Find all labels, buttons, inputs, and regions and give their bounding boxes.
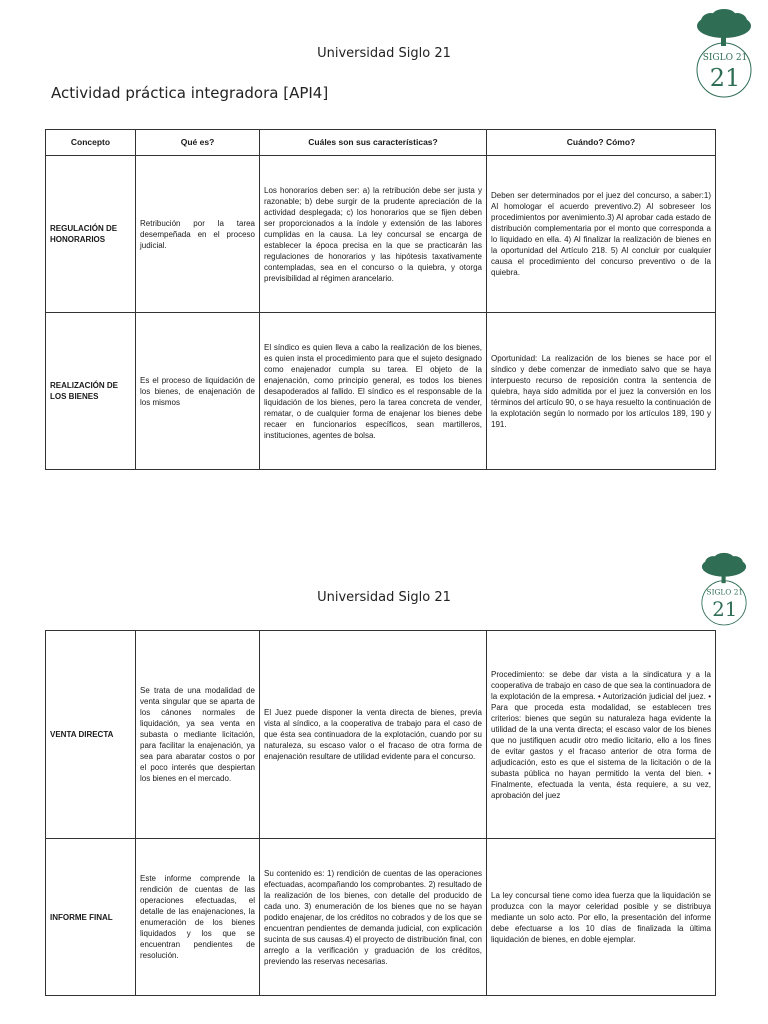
row-caracteristicas: El síndico es quien lleva a cabo la realización de los bienes, es quien insta el procedimiento para que el sujeto designado como enajenador cumpla su tarea. El objeto de la enajenación, como principio general, es todos los bienes desapoderados al fallido. El síndico es el responsable de la liquidación de los bienes, pero la tarea concreta de vender, rematar, o de cualquier forma de enajenar los bienes debe recaer en funcionarios específicos, sean martilleros, instituciones, agentes de bolsa.: [260, 313, 487, 470]
row-caracteristicas: Los honorarios deben ser: a) la retribución debe ser justa y razonable; b) debe surgir de la prudente apreciación de la actividad desplegada; c) los honorarios que se fijen deben ser proporcionados a la índole y extensión de las labores cumplidas en la causa. La ley concursal se encarga de establecer la época precisa en la que se practicarán las regulaciones de honorarios y las hipótesis taxativamente contempladas, sea en el concurso o la quiebra, y otorga previsibilidad al régimen arancelario.: [260, 156, 487, 313]
col-header-que-es: Qué es?: [136, 130, 260, 156]
table-row: [46, 313, 716, 470]
svg-text:21: 21: [712, 597, 738, 621]
university-title: Universidad Siglo 21: [317, 46, 451, 61]
concept-table-1: [45, 129, 716, 470]
page-1: [0, 0, 768, 500]
col-header-caracteristicas: Cuáles son sus características?: [260, 130, 487, 156]
col-header-cuando: Cuándo? Cómo?: [487, 130, 716, 156]
row-que-es: Este informe comprende la rendición de cuentas de las operaciones efectuadas, el detalle de las enajenaciones, la enumeración de los bienes liquidados y los que se encuentran pendientes de resolución.: [136, 839, 260, 996]
logo-text: SIGLO 21: [706, 587, 744, 597]
row-cuando: Procedimiento: se debe dar vista a la sindicatura y a la cooperativa de trabajo en caso de que sea la continuadora de la explotación de la empresa. • Autorización judicial del juez. • Para que proceda esta modalidad, se establecen tres criterios: bienes que según su naturaleza haga evidente la utilidad de la una venta directa; el escaso valor de los bienes que no justifiquen acudir otro medio licitario, ello a los fines de evitar gastos y el fracaso anterior de otra forma de adjudicación, esto es que el sistema de la licitación o de la subasta pública no hayan permitido la venta del bien. • Finalmente, efectuada la venta, ésta requiere, a su vez, aprobación del juez: [487, 631, 716, 839]
university-title: Universidad Siglo 21: [317, 590, 451, 605]
row-cuando: Oportunidad: La realización de los bienes se hace por el síndico y debe comenzar de inmediato salvo que se haya interpuesto recurso de reposición contra la sentencia de quiebra, haya sido admitida por el juez la conversión en los términos del artículo 90, o se haya resuelto la continuación de la explotación según lo normado por los artículos 189, 190 y 191.: [487, 313, 716, 470]
concept-table-2: [45, 630, 716, 996]
row-caracteristicas: Su contenido es: 1) rendición de cuentas de las operaciones efectuadas, acompañando los comprobantes. 2) resultado de la realización de los bienes, con detalle del producido de cada uno. 3) enumeración de los bienes que no se hayan podido enajenar, de los créditos no cobrados y de los que se encuentran pendientes de demanda judicial, con explicación sucinta de sus causas.4) el proyecto de distribución final, con arreglo a la verificación y graduación de los créditos, previendo las reservas necesarias.: [260, 839, 487, 996]
row-cuando: La ley concursal tiene como idea fuerza que la liquidación se produzca con la mayor celeridad posible y se distribuya mediante un solo acto. Por ello, la presentación del informe debe efectuarse a los 10 días de finalizada la última liquidación de bienes, en doble ejemplar.: [487, 839, 716, 996]
university-logo-icon: [695, 552, 753, 634]
row-concept: REGULACIÓN DE HONORARIOS: [46, 156, 136, 313]
table-header-row: [46, 130, 716, 156]
row-que-es: Se trata de una modalidad de venta singular que se aparta de los cánones normales de liquidación, ya sea venta en subasta o mediante licitación, para facilitar la enajenación, ya sea para abaratar costos o por el poco interés que despiertan los bienes en el mercado.: [136, 631, 260, 839]
table-row: [46, 156, 716, 313]
page-2: [0, 510, 768, 1024]
row-cuando: Deben ser determinados por el juez del concurso, a saber:1) Al homologar el acuerdo preventivo.2) Al sobreseer los procedimientos por avenimiento.3) Al aprobar cada estado de distribución complementaria por el monto que corresponda a lo liquidado en ella. 4) Al finalizar la realización de bienes en la oportunidad del Artículo 218. 5) Al concluir por cualquier causa el procedimiento del concurso preventivo o de la quiebra.: [487, 156, 716, 313]
logo-text: SIGLO 21: [702, 53, 748, 63]
row-concept: INFORME FINAL: [46, 839, 136, 996]
col-header-concepto: Concepto: [46, 130, 136, 156]
table-row: [46, 839, 716, 996]
row-concept: VENTA DIRECTA: [46, 631, 136, 839]
row-concept: REALIZACIÓN DE LOS BIENES: [46, 313, 136, 470]
activity-title: Actividad práctica integradora [API4]: [51, 84, 329, 102]
table-row: [46, 631, 716, 839]
svg-text:21: 21: [709, 64, 741, 92]
university-logo-icon: [695, 8, 753, 108]
row-caracteristicas: El Juez puede disponer la venta directa de bienes, previa vista al síndico, a la cooperativa de trabajo para el caso de que ésta sea continuadora de la explotación, cuando por su naturaleza, su escaso valor o el fracaso de otra forma de enajenación resultare de utilidad evidente para el concurso.: [260, 631, 487, 839]
row-que-es: Retribución por la tarea desempeñada en el proceso judicial.: [136, 156, 260, 313]
row-que-es: Es el proceso de liquidación de los bienes, de enajenación de los mismos: [136, 313, 260, 470]
